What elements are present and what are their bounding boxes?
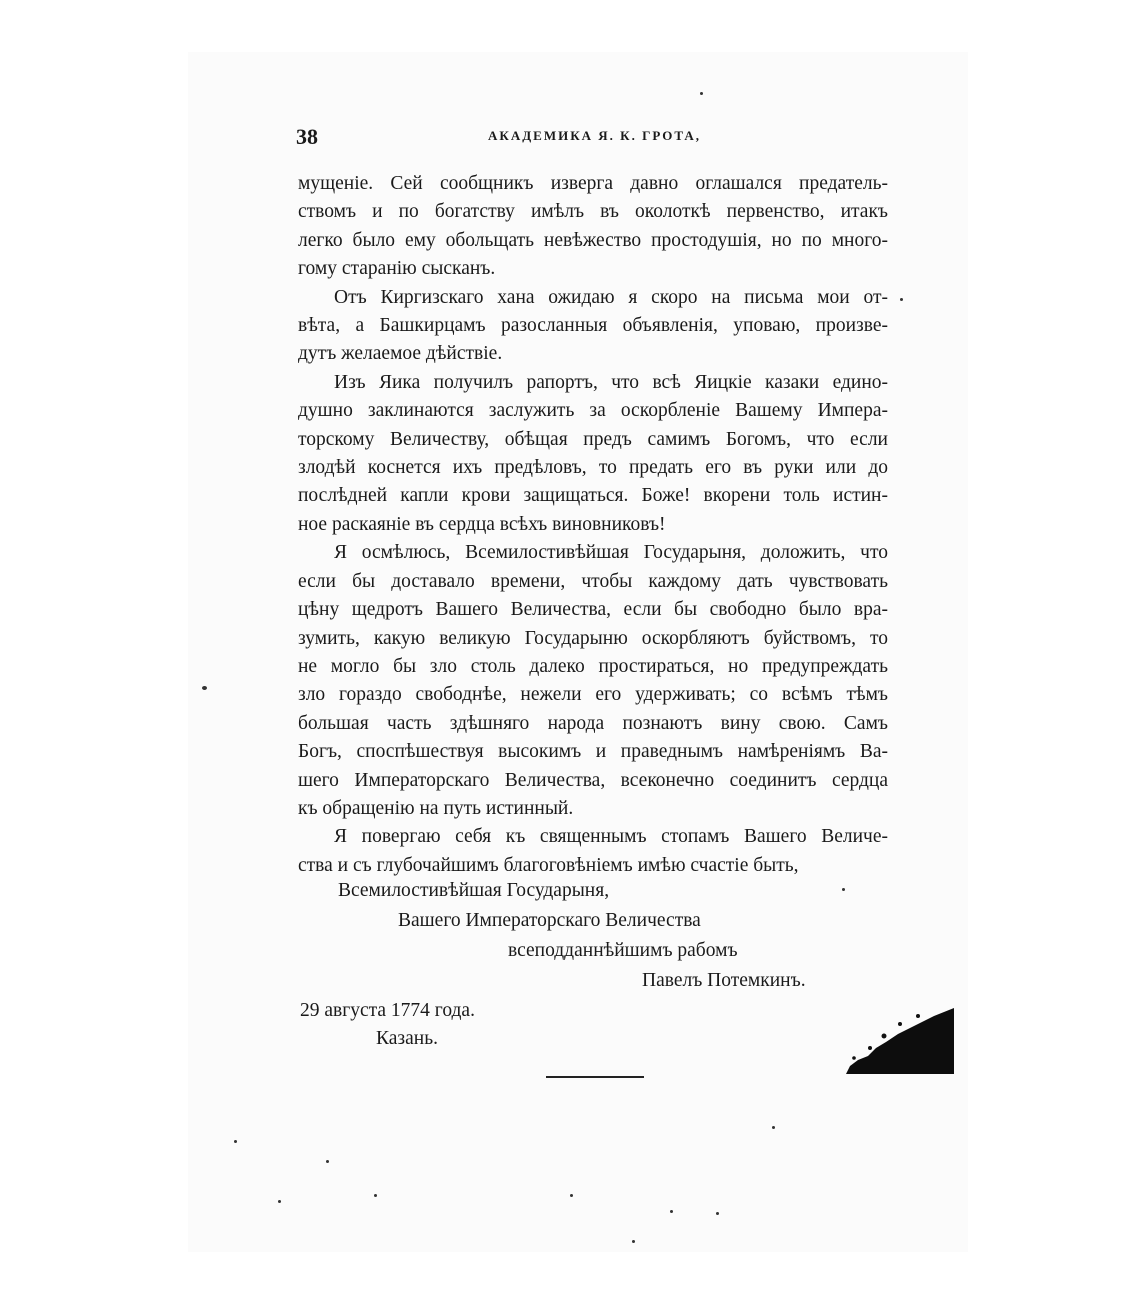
speck	[716, 1212, 719, 1215]
text-line: Богъ, споспѣшествуя высокимъ и праведнымъ намѣреніямъ Ва-	[298, 741, 888, 763]
speck	[374, 1194, 377, 1197]
text-line: дутъ желаемое дѣйствіе.	[298, 343, 503, 365]
ink-blot	[840, 1008, 954, 1074]
closing-line: Вашего Императорскаго Величества	[398, 910, 701, 931]
text-line: Я повергаю себя къ священнымъ стопамъ Вашего Величе-	[334, 826, 888, 848]
paragraph	[298, 284, 888, 369]
text-line: легко было ему обольщать невѣжество простодушія, но по много-	[298, 229, 888, 251]
text-line: ное раскаяніе въ сердца всѣхъ виновниковъ!	[298, 513, 666, 535]
text-line: вѣта, а Башкирцамъ разосланныя объявленія, уповаю, произве-	[298, 315, 888, 337]
text-line: ства и съ глубочайшимъ благоговѣніемъ имѣю счастіе быть,	[298, 854, 799, 876]
text-line: гому старанію сысканъ.	[298, 258, 496, 280]
text-line: ствомъ и по богатству имѣлъ въ околоткѣ первенство, итакъ	[298, 201, 888, 223]
closing-line: всеподданнѣйшимъ рабомъ	[508, 940, 738, 961]
speck	[772, 1126, 775, 1129]
paragraph	[298, 539, 888, 823]
speck	[278, 1200, 281, 1203]
text-line: большая часть здѣшняго народа познаютъ вину свою. Самъ	[298, 712, 888, 734]
text-line: Изъ Яика получилъ рапортъ, что всѣ Яицкіе казаки едино-	[334, 371, 888, 393]
speck	[842, 888, 845, 891]
page-header	[296, 124, 888, 148]
text-line: не могло бы зло столь далеко простираться, но предупреждать	[298, 655, 888, 677]
salutation: Всемилостивѣйшая Государыня,	[338, 880, 610, 901]
speck	[570, 1194, 573, 1197]
text-line: къ обращенію на путь истинный.	[298, 797, 574, 819]
speck	[670, 1210, 673, 1213]
paragraph	[298, 823, 888, 880]
text-line: душно заклинаются заслужить за оскорбленіе Вашему Импера-	[298, 400, 888, 422]
text-line: мущеніе. Сей сообщникъ изверга давно оглашался предатель-	[298, 173, 888, 194]
text-line: послѣдней капли крови защищаться. Боже! вкорени толь истин-	[298, 485, 888, 507]
speck	[326, 1160, 329, 1163]
speck	[632, 1240, 635, 1243]
letter-date: 29 августа 1774 года.	[300, 1000, 475, 1021]
paragraph	[298, 170, 888, 284]
text-line: шего Императорскаго Величества, всеконечно соединитъ сердца	[298, 769, 888, 791]
text-line: Я осмѣлюсь, Всемилостивѣйшая Государыня, доложить, что	[334, 542, 888, 564]
text-line: Отъ Киргизскаго хана ожидаю я скоро на письма мои от-	[334, 286, 888, 308]
speck	[202, 686, 207, 690]
end-rule	[546, 1076, 644, 1078]
text-line: злодѣй коснется ихъ предѣловъ, то предать его въ руки или до	[298, 457, 888, 479]
text-line: торскому Величеству, обѣщая предъ самимъ Богомъ, что если	[298, 428, 888, 450]
text-line: цѣну щедротъ Вашего Величества, если бы свободно было вра-	[298, 599, 888, 621]
letter-body	[298, 170, 888, 880]
speck	[700, 92, 703, 95]
signature: Павелъ Потемкинъ.	[642, 970, 806, 991]
speck	[900, 298, 903, 301]
text-line: зумить, какую великую Государыню оскорбляютъ буйствомъ, то	[298, 627, 888, 649]
letter-place: Казань.	[376, 1028, 438, 1049]
page-number: 38	[296, 124, 318, 149]
running-head: АКАДЕМИКА Я. К. ГРОТА,	[488, 128, 701, 143]
text-line: если бы доставало времени, чтобы каждому дать чувствовать	[298, 570, 888, 592]
speck	[234, 1140, 237, 1143]
paragraph	[298, 369, 888, 539]
text-line: зло гораздо свободнѣе, нежели его удерживать; со всѣмъ тѣмъ	[298, 684, 888, 706]
